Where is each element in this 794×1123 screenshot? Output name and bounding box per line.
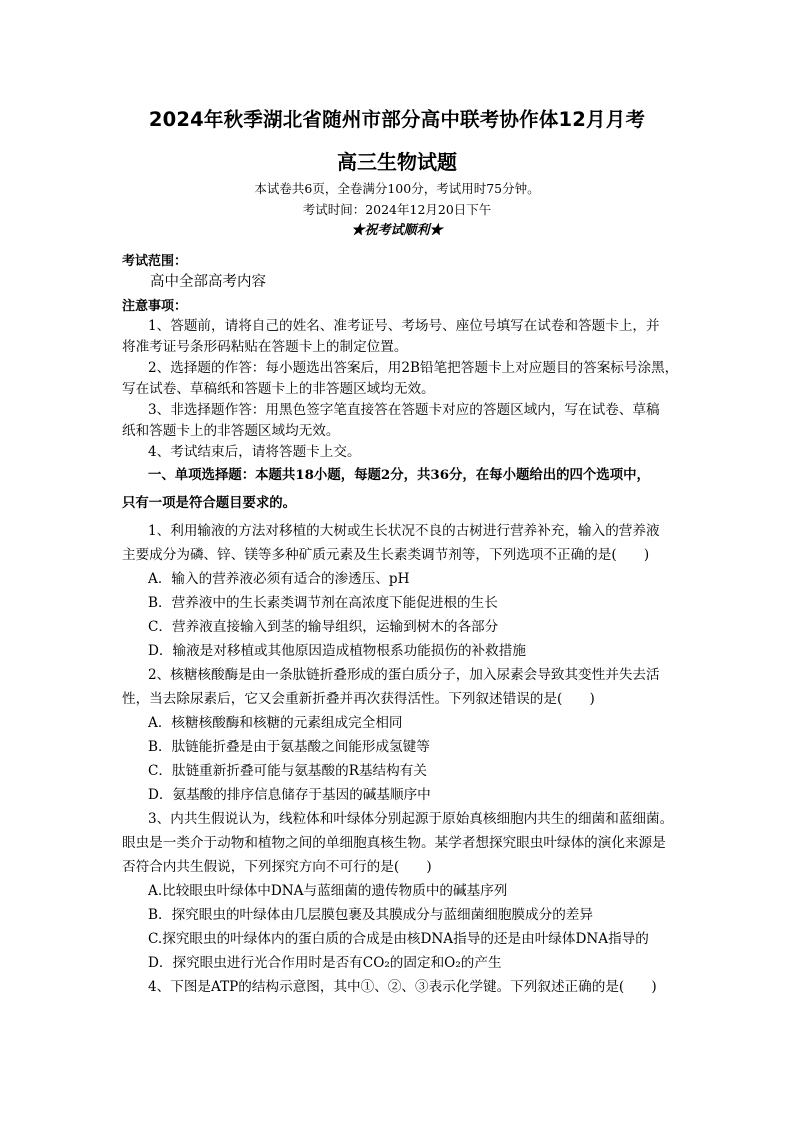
note-line: 纸和答题卡上的非答题区域均无效。	[122, 423, 340, 439]
question-2-option-d: D．氨基酸的排序信息储存于基因的碱基顺序中	[148, 787, 431, 803]
question-2-option-a: A．核糖核酸酶和核糖的元素组成完全相同	[148, 715, 403, 731]
question-2-option-c: C．肽链重新折叠可能与氨基酸的R基结构有关	[148, 763, 427, 779]
question-1-option-d: D．输液是对移植或其他原因造成植物根系功能损伤的补救措施	[148, 643, 526, 659]
scope-value: 高中全部高考内容	[150, 274, 266, 290]
question-3-stem: 否符合内共生假说，下列探究方向不可行的是( )	[122, 859, 432, 875]
question-1-stem: 主要成分为磷、锌、镁等多种矿质元素及生长素类调节剂等，下列选项不正确的是( )	[122, 547, 650, 563]
note-line: 1、答题前，请将自己的姓名、准考证号、考场号、座位号填写在试卷和答题卡上，并	[148, 318, 660, 334]
exam-title: 2024年秋季湖北省随州市部分高中联考协作体12月月考	[148, 108, 646, 131]
question-2-stem: 性，当去除尿素后，它又会重新折叠并再次获得活性。下列叙述错误的是( )	[122, 691, 595, 707]
exam-length-info: 本试卷共6页，全卷满分100分，考试用时75分钟。	[254, 181, 540, 196]
question-3-option-d: D．探究眼虫进行光合作用时是否有CO₂的固定和O₂的产生	[148, 955, 502, 971]
question-2-stem: 2、核糖核酸酶是由一条肽链折叠形成的蛋白质分子，加入尿素会导致其变性并失去活	[148, 667, 660, 683]
note-line: 2、选择题的作答：每小题选出答案后，用2B铅笔把答题卡上对应题目的答案标号涂黑，	[148, 360, 679, 376]
question-3-option-b: B．探究眼虫的叶绿体由几层膜包裹及其膜成分与蓝细菌细胞膜成分的差异	[148, 907, 593, 923]
question-1-option-c: C．营养液直接输入到茎的输导组织，运输到树木的各部分	[148, 619, 499, 635]
note-line: 写在试卷、草稿纸和答题卡上的非答题区域均无效。	[122, 381, 435, 397]
question-1-option-b: B．营养液中的生长素类调节剂在高浓度下能促进根的生长	[148, 595, 498, 611]
scope-label: 考试范围：	[122, 254, 188, 269]
question-1-stem: 1、利用输液的方法对移植的大树或生长状况不良的古树进行营养补充，输入的营养液	[148, 523, 660, 539]
notes-label: 注意事项：	[122, 299, 188, 314]
note-line: 4、考试结束后，请将答题卡上交。	[148, 444, 361, 460]
section-heading-cont: 只有一项是符合题目要求的。	[122, 495, 297, 511]
section-heading: 一、单项选择题：本题共18小题，每题2分，共36分，在每小题给出的四个选项中，	[148, 467, 650, 483]
good-luck-slogan: ★祝考试顺利★	[351, 223, 443, 238]
question-3-stem: 眼虫是一类介于动物和植物之间的单细胞真核生物。某学者想探究眼虫叶绿体的演化来源是	[122, 835, 666, 851]
note-line: 将准考证号条形码粘贴在答题卡上的制定位置。	[122, 339, 408, 355]
question-2-option-b: B．肽链能折叠是由于氨基酸之间能形成氢键等	[148, 739, 430, 755]
question-3-stem: 3、内共生假说认为，线粒体和叶绿体分别起源于原始真核细胞内共生的细菌和蓝细菌。	[148, 811, 674, 827]
question-3-option-c: C.探究眼虫的叶绿体内的蛋白质的合成是由核DNA指导的还是由叶绿体DNA指导的	[148, 931, 649, 947]
note-line: 3、非选择题作答：用黑色签字笔直接答在答题卡对应的答题区域内，写在试卷、草稿	[148, 402, 660, 418]
exam-subtitle: 高三生物试题	[337, 150, 457, 174]
question-1-option-a: A．输入的营养液必须有适合的渗透压、pH	[148, 571, 410, 587]
exam-time-info: 考试时间：2024年12月20日下午	[302, 202, 492, 217]
question-4-stem: 4、下图是ATP的结构示意图，其中①、②、③表示化学键。下列叙述正确的是( )	[148, 979, 657, 995]
question-3-option-a: A.比较眼虫叶绿体中DNA与蓝细菌的遗传物质中的碱基序列	[148, 883, 508, 899]
